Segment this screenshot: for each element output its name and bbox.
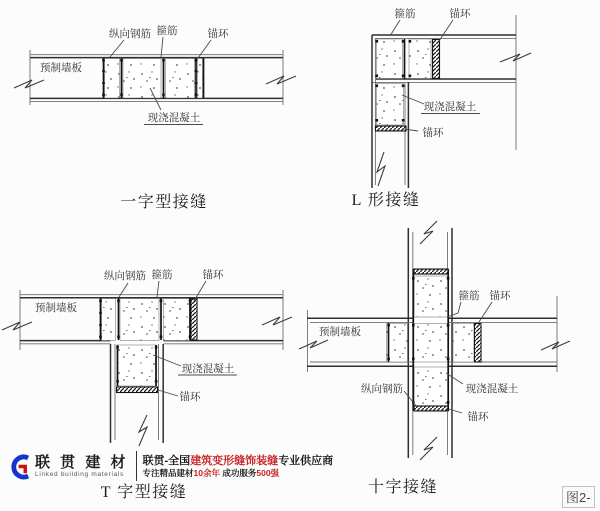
lianguan-logo-icon bbox=[8, 452, 31, 481]
label-longitudinal-rebar: 纵向钢筋 bbox=[104, 270, 146, 282]
anchor-ring-strip bbox=[433, 40, 440, 79]
label-anchor-ring-side: 锚环 bbox=[202, 269, 224, 281]
brand-tagline-block bbox=[143, 454, 334, 479]
label-anchor-ring-side: 锚环 bbox=[489, 290, 511, 302]
label-cast-concrete: 现浇混凝土 bbox=[181, 363, 235, 375]
brand-tagline-line2: 专注精品建材10余年 成功服务500强 bbox=[142, 467, 280, 478]
label-cast-concrete: 现浇混凝土 bbox=[465, 383, 519, 395]
label-cast-concrete: 现浇混凝土 bbox=[423, 101, 477, 113]
brand-watermark bbox=[8, 448, 333, 484]
brand-name-block bbox=[35, 454, 129, 479]
anchor-ring-bar bbox=[376, 126, 407, 131]
label-anchor-ring: 锚环 bbox=[207, 28, 229, 40]
cast-concrete-blocks bbox=[376, 39, 440, 131]
figure-number-label: 图2- bbox=[562, 486, 595, 508]
anchor-ring-strip bbox=[191, 299, 197, 340]
anchor-ring-bar-bottom bbox=[414, 406, 448, 411]
label-anchor-ring-bottom: 锚环 bbox=[179, 391, 201, 403]
diagram-caption-cross: 十字接缝 bbox=[367, 479, 439, 496]
straight-joint-diagram bbox=[14, 24, 296, 211]
cross-joint-diagram bbox=[299, 221, 570, 496]
anchor-ring-bar bbox=[117, 387, 158, 393]
label-stirrup: 箍筋 bbox=[394, 8, 416, 20]
label-anchor-ring-bottom: 锚环 bbox=[422, 127, 444, 139]
l-joint-diagram bbox=[352, 7, 531, 209]
label-stirrup: 箍筋 bbox=[458, 290, 480, 302]
label-cast-concrete: 现浇混凝土 bbox=[147, 112, 201, 124]
brand-name-en: Linked building materials bbox=[35, 470, 125, 478]
label-anchor-ring-bottom: 锚环 bbox=[467, 411, 489, 423]
label-precast-panel: 预制墙板 bbox=[40, 62, 82, 74]
watermark-divider bbox=[136, 451, 137, 481]
diagram-caption-t: T 字型接缝 bbox=[100, 484, 188, 501]
diagram-caption-l: L 形接缝 bbox=[351, 192, 421, 209]
brand-name-cn: 联 贯 建 材 bbox=[35, 453, 129, 471]
label-stirrup: 箍筋 bbox=[156, 25, 178, 37]
cast-concrete-blocks bbox=[104, 58, 204, 98]
label-stirrup: 箍筋 bbox=[151, 269, 173, 281]
label-anchor-ring-top: 锚环 bbox=[449, 8, 471, 20]
diagram-caption-straight: 一字型接缝 bbox=[120, 194, 208, 211]
anchor-ring-bar-top bbox=[414, 269, 448, 274]
anchor-ring-strip-right bbox=[475, 324, 482, 363]
label-precast-panel: 预制墙板 bbox=[35, 302, 77, 314]
label-longitudinal-rebar: 纵向钢筋 bbox=[109, 28, 151, 40]
brand-tagline-line1: 联贯-全国建筑变形缝饰装缝专业供应商 bbox=[142, 454, 334, 467]
label-precast-panel: 预制墙板 bbox=[319, 326, 361, 338]
label-longitudinal-rebar: 纵向钢筋 bbox=[361, 383, 403, 395]
